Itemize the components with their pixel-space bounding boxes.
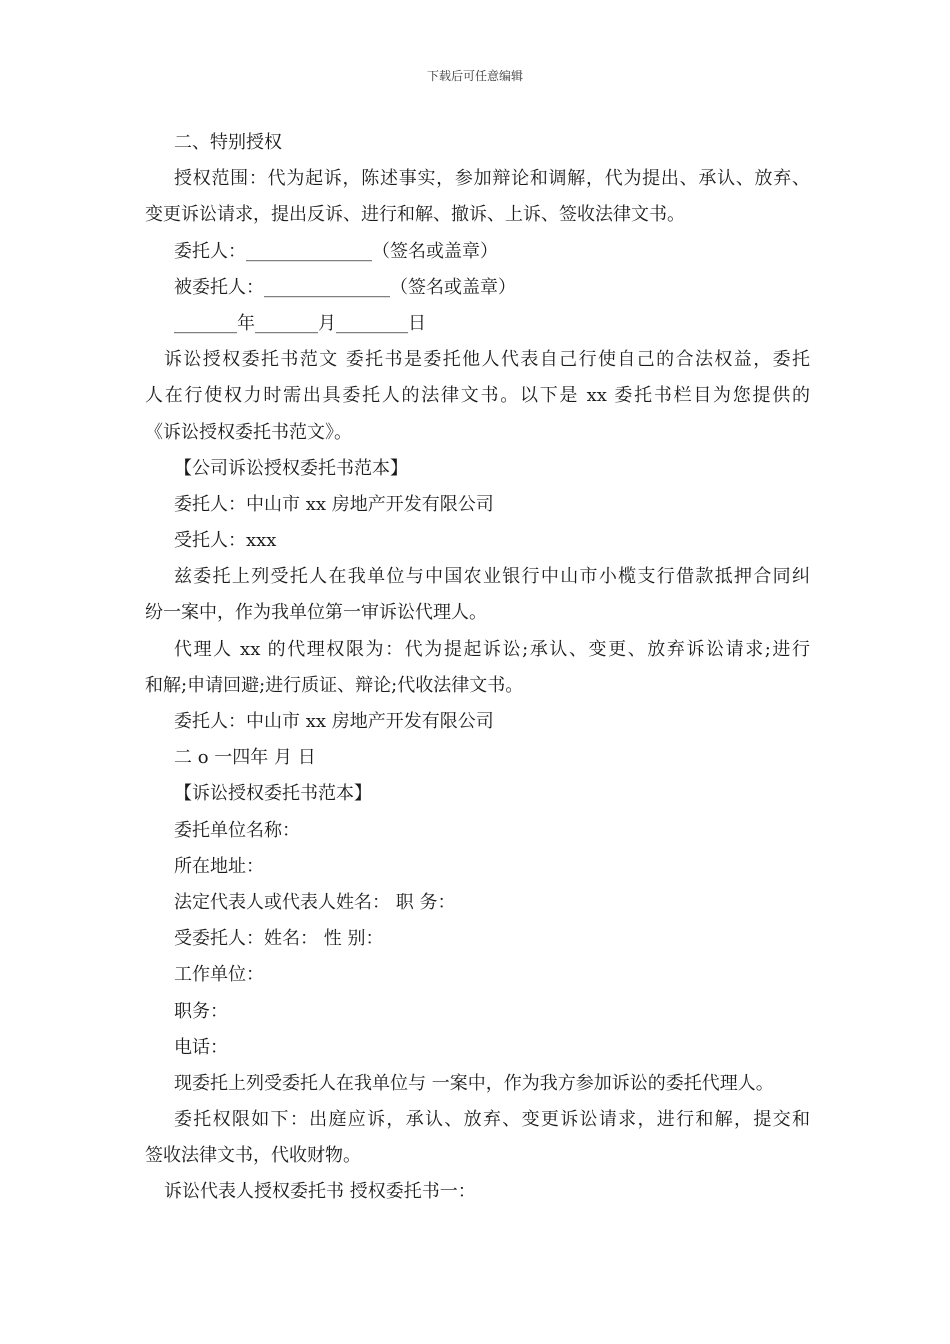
form-field-line: 电话：: [174, 1036, 228, 1058]
principal-label: 委托人：: [174, 240, 246, 262]
paragraph-line: 人在行使权力时需出具委托人的法律文书。以下是 xx 委托书栏目为您提供的: [145, 385, 810, 407]
paragraph-line: 和解;申请回避;进行质证、辩论;代收法律文书。: [145, 674, 524, 696]
paragraph-line: 诉讼授权委托书范文 委托书是委托他人代表自己行使自己的合法权益，委托: [164, 349, 810, 371]
paragraph-line: 现委托上列受委托人在我单位与 一案中，作为我方参加诉讼的委托代理人。: [174, 1072, 774, 1094]
form-field-line: 法定代表人或代表人姓名： 职 务：: [174, 891, 456, 913]
agent-blank: ______________: [264, 276, 390, 298]
section-title: 【诉讼授权委托书范本】: [174, 783, 372, 805]
page-header: 下载后可任意编辑: [426, 69, 523, 83]
date-line: 二 o 一四年 月 日: [174, 747, 316, 769]
form-field-line: 受委托人：姓名： 性 别：: [174, 928, 384, 950]
principal-blank: ______________: [246, 240, 372, 262]
form-field-line: 工作单位：: [174, 964, 264, 986]
section-heading: 二、特别授权: [174, 132, 282, 153]
paragraph-line: 《诉讼授权委托书范文》。: [145, 421, 352, 443]
paragraph-line: 委托人：中山市 xx 房地产开发有限公司: [174, 711, 494, 732]
paragraph-line: 变更诉讼请求，提出反诉、进行和解、撤诉、上诉、签收法律文书。: [145, 204, 685, 226]
principal-suffix: （签名或盖章）: [372, 240, 498, 262]
agent-label: 被委托人：: [174, 276, 264, 298]
form-field-line: 所在地址：: [174, 855, 264, 877]
paragraph-line: 纷一案中，作为我单位第一审诉讼代理人。: [145, 602, 487, 624]
signature-line-agent: [145, 270, 810, 306]
paragraph-line: 代理人 xx 的代理权限为：代为提起诉讼;承认、变更、放弃诉讼请求;进行: [174, 638, 810, 660]
section-title: 【公司诉讼授权委托书范本】: [174, 457, 408, 479]
document-body: [145, 125, 810, 1211]
paragraph-line: 授权范围：代为起诉，陈述事实，参加辩论和调解，代为提出、承认、放弃、: [174, 168, 810, 190]
date-blank-line: _______年_______月________日: [174, 312, 426, 334]
paragraph-line: 兹委托上列受托人在我单位与中国农业银行中山市小榄支行借款抵押合同纠: [174, 566, 810, 588]
form-field-line: 委托单位名称：: [174, 819, 300, 841]
paragraph-line: 委托人：中山市 xx 房地产开发有限公司: [174, 493, 494, 515]
agent-suffix: （签名或盖章）: [390, 276, 516, 298]
signature-line-principal: [145, 234, 810, 270]
paragraph-line: 受托人：xxx: [174, 530, 277, 552]
form-field-line: 职务：: [174, 1000, 228, 1022]
paragraph-line: 诉讼代表人授权委托书 授权委托书一：: [164, 1181, 476, 1203]
paragraph-line: 委托权限如下：出庭应诉，承认、放弃、变更诉讼请求，进行和解，提交和: [174, 1109, 810, 1131]
paragraph-line: 签收法律文书，代收财物。: [145, 1145, 361, 1167]
